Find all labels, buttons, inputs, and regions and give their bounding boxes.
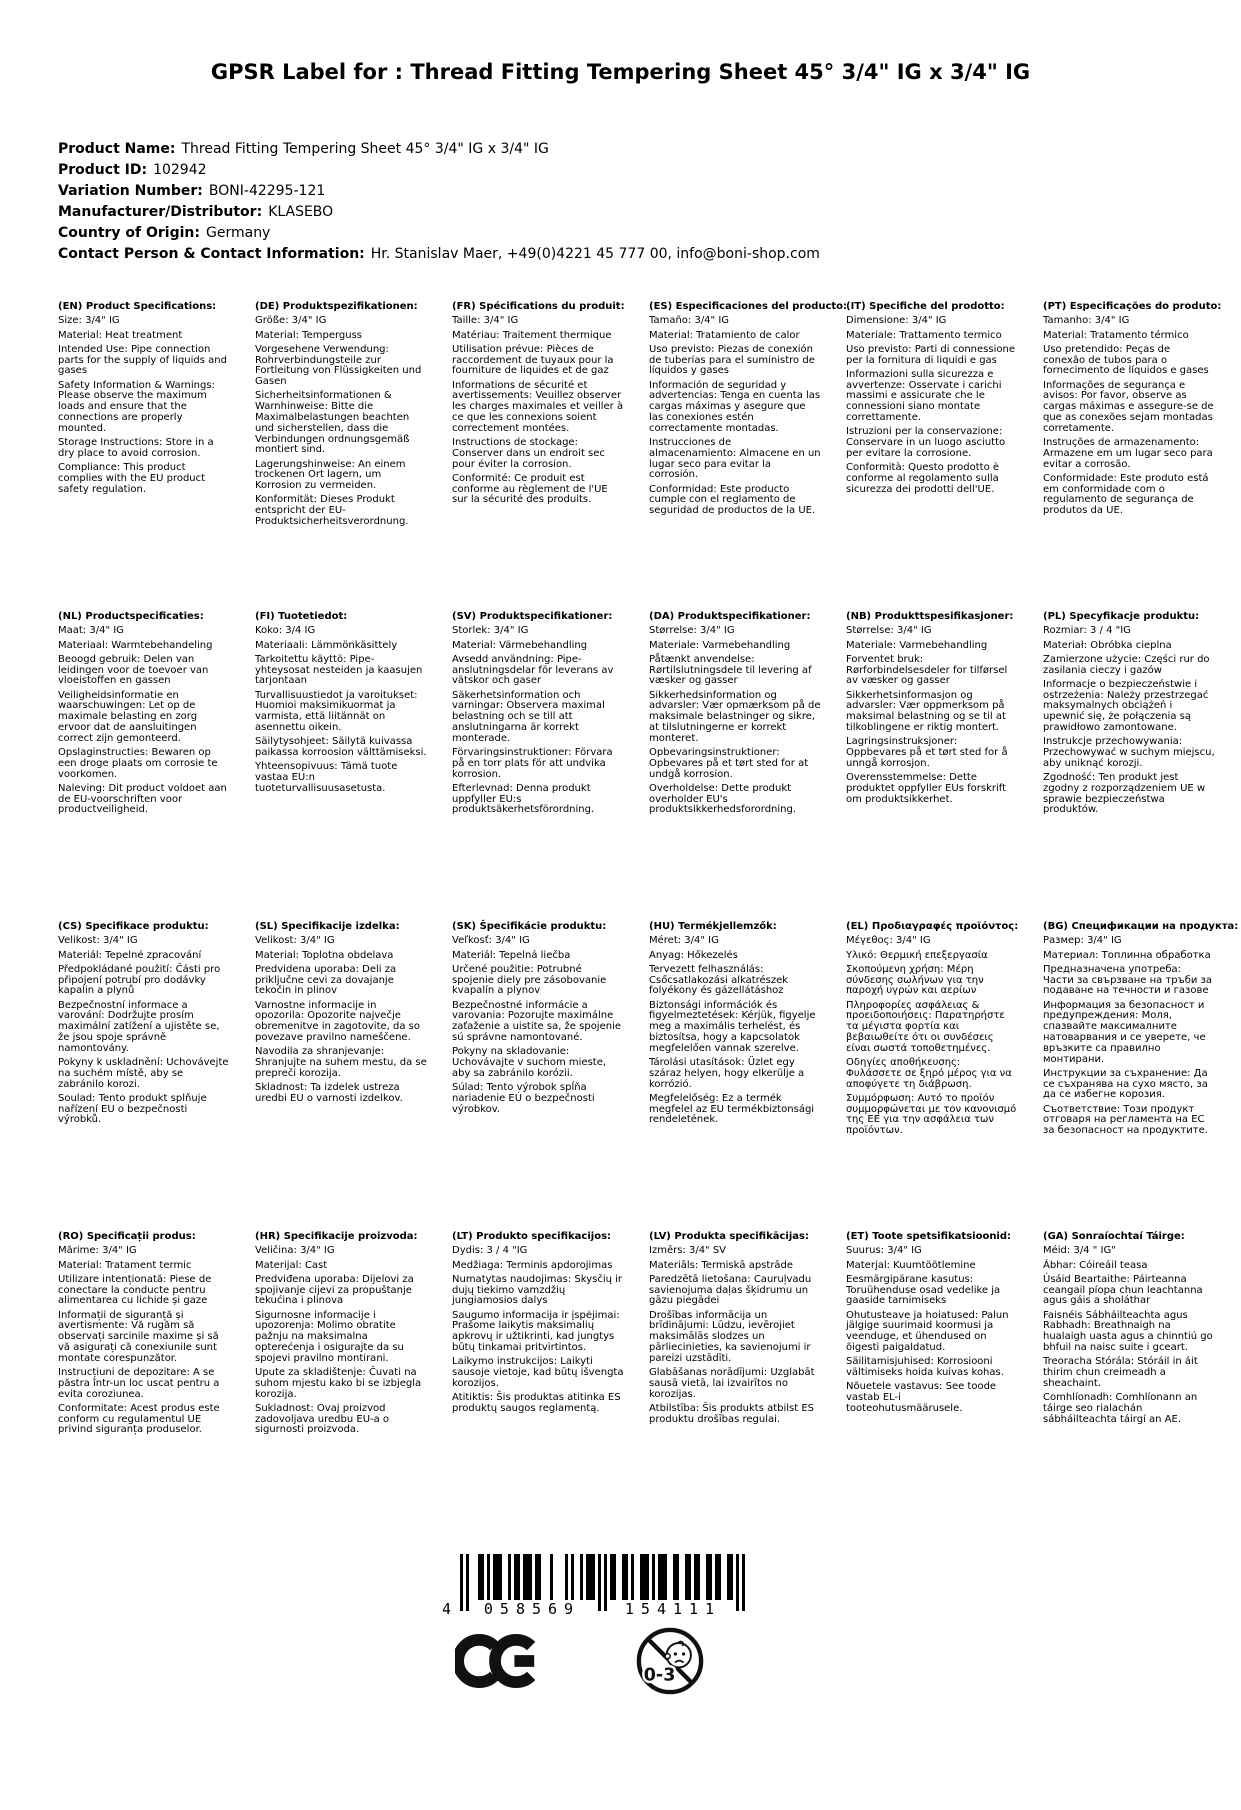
spec-item: Megfelelőség: Ez a termék megfelel az EU termékbiztonsági rendeletének. [649,1092,815,1126]
spec-item: Beoogd gebruik: Delen van leidingen voor de toevoer van vloeistoffen en gassen [58,653,209,687]
spec-item: Säilitamisjuhised: Korrosiooni vältimiseks hoida kuivas kohas. [846,1356,1004,1378]
spec-item: Pokyny na skladovanie: Uchovávajte v suchom mieste, aby sa zabránilo korózii. [452,1046,607,1079]
spec-header-sv: (SV) Produktspecifikationer: [452,611,613,622]
spec-item: Upute za skladištenje: Čuvati na suhom mjestu kako bi se izbjegla korozija. [255,1366,422,1400]
spec-block-es [649,301,846,611]
spec-item: Sigurnosne informacije i upozorenja: Molimo obratite pažnju na maksimalna opterećenja i osigurajte da su spojevi pravilno montirani. [255,1309,404,1364]
spec-item: Atitiktis: Šis produktas atitinka ES produktų saugos reglamentą. [452,1391,621,1414]
spec-header-fi: (FI) Tuotetiedot: [255,611,348,622]
spec-item: Materiaali: Lämmönkäsittely [255,639,398,651]
spec-block-ga [1043,1231,1240,1541]
spec-item: Velikost: 3/4" IG [255,935,335,947]
spec-item: Overholdelse: Dette produkt overholder EU's produktsikkerhedsforordning. [649,782,797,816]
spec-header-el: (EL) Προδιαγραφές προϊόντος: [846,921,1019,932]
spec-item: Zgodność: Ten produkt jest zgodny z rozporządzeniem UE w sprawie bezpieczeństwa produktów. [1043,771,1206,816]
spec-item: Materiale: Trattamento termico [846,329,1002,341]
product-info-label: Product ID: [58,162,148,178]
product-info-label: Manufacturer/Distributor: [58,204,263,220]
spec-item: Material: Tratamento térmico [1043,329,1189,341]
spec-item: Instrukcje przechowywania: Przechowywać w suchym miejscu, aby uniknąć korozji. [1043,736,1215,769]
spec-item: Velikost: 3/4" IG [58,935,138,947]
spec-item: Vorgesehene Verwendung: Rohrverbindungsteile zur Fortleitung von Flüssigkeiten und Gasen [255,343,422,388]
product-info-row [58,244,1241,265]
barcode-digits-left: 058569 [483,1600,581,1618]
spec-header-hu: (HU) Termékjellemzők: [649,921,777,932]
spec-header-ro: (RO) Specificații produs: [58,1231,196,1242]
spec-item: Predvidena uporaba: Deli za priključne cevi za dovajanje tekočin in plinov [255,963,397,997]
spec-header-sl: (SL) Specifikacije izdelka: [255,921,400,932]
spec-header-es: (ES) Especificaciones del producto: [649,301,848,312]
spec-item: Material: Temperguss [255,329,363,341]
spec-item: Saugumo informacija ir įspėjimai: Prašome laikytis maksimalių apkrovų ir užtikrinti, kad jungtys būtų tinkamai pritvirtintos. [452,1309,620,1353]
spec-item: Størrelse: 3/4" IG [649,625,735,637]
spec-block-da [649,611,846,921]
spec-item: Bezpečnostní informace a varování: Dodržujte prosím maximální zatížení a ujistěte se, že jsou spoje správně namontovány. [58,999,220,1054]
spec-item: Förvaringsinstruktioner: Förvara på en torr plats för att undvika korrosion. [452,746,613,780]
spec-block-sv [452,611,649,921]
spec-block-hr [255,1231,452,1541]
page-title: GPSR Label for : Thread Fitting Tempering Sheet 45° 3/4" IG x 3/4" IG [210,60,1031,84]
spec-item: Naleving: Dit product voldoet aan de EU-voorschriften voor productveiligheid. [58,782,227,816]
spec-item: Veličina: 3/4" IG [255,1245,335,1257]
spec-item: Veiligheidsinformatie en waarschuwingen: Let op de maximale belasting en zorg ervoor dat de aansluitingen correct zijn gemonteerd. [58,689,198,744]
spec-item: Dimensione: 3/4" IG [846,315,947,327]
spec-item: Tarkoitettu käyttö: Pipe-yhteysosat nesteiden ja kaasujen tarjontaan [255,653,423,687]
spec-item: Sikkerhetsinformasjon og advarsler: Vær oppmerksom på maksimal belastning og se til at tilkoblingene er riktig montert. [846,689,1006,733]
spec-item: Méid: 3/4 " IG" [1043,1245,1116,1257]
product-info-section [58,139,1241,265]
barcode-digits-right: 154111 [624,1600,722,1618]
spec-item: Safety Information & Warnings: Please observe the maximum loads and ensure that the connections are properly mounted. [58,379,215,434]
spec-item: Treoracha Stórála: Stóráil in áit thirim chun creimeadh a sheachaint. [1043,1356,1198,1389]
product-info-row [58,202,1241,223]
spec-item: Maat: 3/4" IG [58,625,124,637]
spec-item: Πληροφορίες ασφάλειας & προειδοποιήσεις: Παρατηρήστε τα μέγιστα φορτία και βεβαιωθείτε ότι οι συνδέσεις είναι σωστά τοποθετημένες. [846,999,1005,1054]
spec-header-bg: (BG) Спецификации на продукта: [1043,921,1239,932]
spec-header-pl: (PL) Specyfikacje produktu: [1043,611,1200,622]
spec-item: Informations de sécurité et avertissements: Veuillez observer les charges maximales et veiller à ce que les connexions soient correctement montées. [452,379,624,434]
spec-item: Предназначена употреба: Части за свързване на тръби за подаване на течности и газове [1043,963,1212,997]
spec-item: Matériau: Traitement thermique [452,329,612,341]
spec-item: Sikkerhedsinformation og advarsler: Vær opmærksom på de maksimale belastninger og sikre, at tilslutningerne er korrekt monteret. [649,689,821,744]
spec-item: Opslaginstructies: Bewaren op een droge plaats om corrosie te voorkomen. [58,746,218,780]
spec-item: Material: Tratamiento de calor [649,329,800,341]
spec-item: Efterlevnad: Denna produkt uppfyller EU:s produktsäkerhetsförordning. [452,782,595,816]
spec-item: Tamanho: 3/4" IG [1043,315,1130,327]
spec-item: Instrucțiuni de depozitare: A se păstra într-un loc uscat pentru a evita coroziunea. [58,1366,220,1400]
product-info-label: Product Name: [58,141,176,157]
spec-header-da: (DA) Produktspecifikationer: [649,611,811,622]
spec-item: Materjal: Kuumtöötlemine [846,1259,976,1271]
spec-item: Předpokládané použití: Části pro připojení potrubí pro dodávky kapalin a plynů [58,963,221,997]
spec-item: Atbilstība: Šis produkts atbilst ES produktu drošības regulai. [649,1402,815,1425]
spec-item: Taille: 3/4" IG [452,315,519,327]
spec-header-it: (IT) Specifiche del prodotto: [846,301,1005,312]
spec-block-nl [58,611,255,921]
spec-item: Informazioni sulla sicurezza e avvertenze: Osservate i carichi massimi e assicurate che le connessioni siano montate correttamente. [846,368,1002,423]
product-info-row [58,223,1241,244]
spec-item: Yhteensopivuus: Tämä tuote vastaa EU:n tuoteturvallisuusasetusta. [255,761,398,794]
spec-block-fi [255,611,452,921]
spec-item: Størrelse: 3/4" IG [846,625,932,637]
spec-item: Size: 3/4" IG [58,315,120,327]
spec-block-cs [58,921,255,1231]
spec-header-en: (EN) Product Specifications: [58,301,217,312]
spec-item: Sukladnost: Ovaj proizvod zadovoljava uredbu EU-a o sigurnosti proizvoda. [255,1402,390,1436]
spec-item: Οδηγίες αποθήκευσης: Φυλάσσετε σε ξηρό μέρος για να αποφύγετε τη διάβρωση. [846,1056,1012,1090]
spec-block-el [846,921,1043,1231]
spec-item: Μέγεθος: 3/4" IG [846,935,931,947]
spec-header-de: (DE) Produktspezifikationen: [255,301,418,312]
spec-item: Påtænkt anvendelse: Rørtilslutningsdele til levering af væsker og gasser [649,653,812,687]
spec-item: Paredzētā lietošana: Cauruļvadu savienojuma daļas šķidrumu un gāzu piegādei [649,1273,812,1307]
spec-item: Materiál: Tepelná liečba [452,949,571,961]
spec-item: Storage Instructions: Store in a dry place to avoid corrosion. [58,436,214,459]
spec-item: Konformität: Dieses Produkt entspricht der EU-Produktsicherheitsverordnung. [255,494,409,527]
spec-item: Bezpečnostné informácie a varovania: Pozorujte maximálne zaťaženie a uistite sa, že spojenie sú správne namontované. [452,999,622,1043]
spec-item: Uso previsto: Piezas de conexión de tuberías para el suministro de líquidos y gases [649,343,815,377]
spec-block-lv [649,1231,846,1541]
age-warning-0-3-icon [635,1626,705,1696]
spec-block-pl [1043,611,1240,921]
spec-block-hu [649,921,846,1231]
barcode-digit-first: 4 [442,1600,452,1618]
spec-header-cs: (CS) Specifikace produktu: [58,921,209,932]
spec-item: Sicherheitsinformationen & Warnhinweise: Bitte die Maximalbelastungen beachten und sicherstellen, dass die Verbindungen ordnungsgemäß montiert sind. [255,390,410,456]
spec-item: Uso previsto: Parti di connessione per la fornitura di liquidi e gas [846,343,1015,366]
spec-item: Conformità: Questo prodotto è conforme al regolamento sulla sicurezza dei prodotti dell'UE. [846,461,1000,495]
spec-item: Utilizare intenționată: Piese de conectare la conducte pentru alimentarea cu lichide și gaze [58,1273,212,1307]
spec-block-pt [1043,301,1240,611]
spec-item: Material: Värmebehandling [452,639,588,651]
spec-item: Dydis: 3 / 4 "IG [452,1245,528,1257]
spec-item: Opbevaringsinstruktioner: Opbevares på et tørt sted for at undgå korrosion. [649,746,809,780]
spec-item: Veľkosť: 3/4" IG [452,935,530,947]
spec-item: Material: Heat treatment [58,329,183,341]
spec-header-ga: (GA) Sonraíochtaí Táirge: [1043,1231,1185,1242]
product-info-value: 102942 [153,162,207,178]
spec-block-it [846,301,1043,611]
product-info-label: Country of Origin: [58,225,200,241]
spec-item: Navodila za shranjevanje: Shranjujte na suhem mestu, da se prepreči korozija. [255,1046,427,1079]
product-info-row [58,160,1241,181]
spec-item: Größe: 3/4" IG [255,315,327,327]
spec-item: Información de seguridad y advertencias: Tenga en cuenta las cargas máximas y asegure que las conexiones estén correctamente montadas. [649,379,821,434]
spec-item: Materijal: Cast [255,1259,328,1271]
ce-mark-icon [455,1632,545,1690]
spec-item: Lagerungshinweise: An einem trockenen Ort lagern, um Korrosion zu vermeiden. [255,458,406,492]
spec-item: Υλικό: Θερμική επεξεργασία [846,949,988,961]
spec-item: Faisnéis Sábháilteachta agus Rabhadh: Breathnaigh na hualaigh uasta agus a chinntiú go bhfuil na naisc suite i gceart. [1043,1309,1213,1353]
spec-item: Materiaal: Warmtebehandeling [58,639,213,651]
spec-item: Úsáid Beartaithe: Páirteanna ceangail píopa chun leachtanna agus gáis a sholáthar [1043,1273,1203,1307]
spec-item: Συμμόρφωση: Αυτό το προϊόν συμμορφώνεται με τον κανονισμό της ΕΕ για την ασφάλεια των προϊόντων. [846,1092,1017,1137]
spec-item: Материал: Топлинна обработка [1043,949,1211,961]
spec-header-et: (ET) Toote spetsifikatsioonid: [846,1231,1012,1242]
spec-item: Material: Toplotna obdelava [255,949,394,961]
product-info-row [58,139,1241,160]
spec-block-et [846,1231,1043,1541]
spec-item: Uso pretendido: Peças de conexão de tubos para o fornecimento de líquidos e gases [1043,343,1209,377]
conformity-marks-row [455,1626,1241,1696]
spec-item: Materiál: Tepelné zpracování [58,949,202,961]
spec-block-sk [452,921,649,1231]
product-info-value: Germany [206,225,271,241]
spec-item: Tárolási utasítások: Üzlet egy száraz helyen, hogy elkerülje a korrózió. [649,1056,805,1090]
spec-item: Súlad: Tento výrobok spĺňa nariadenie EÚ o bezpečnosti výrobkov. [452,1081,595,1115]
spec-item: Predviđena uporaba: Dijelovi za spojivanje cijevi za propuštanje tekućina i plinova [255,1273,414,1307]
spec-item: Съответствие: Този продукт отговаря на регламента на ЕС за безопасност на продуктите. [1043,1103,1208,1137]
spec-header-nb: (NB) Produkttspesifikasjoner: [846,611,1014,622]
spec-item: Conformité: Ce produit est conforme au règlement de l'UE sur la sécurité des produits. [452,472,608,506]
spec-item: Materiał: Obróbka cieplna [1043,639,1172,651]
spec-item: Säilytysohjeet: Säilytä kuivassa paikassa korroosion välttämiseksi. [255,736,427,758]
spec-item: Compliance: This product complies with the EU product safety regulation. [58,461,206,495]
spec-item: Informacje o bezpieczeństwie i ostrzeżenia: Należy przestrzegać maksymalnych obciążeń i upewnić się, że połączenia są prawidłowo zamontowane. [1043,678,1209,733]
spec-header-lv: (LV) Produkta specifikācijas: [649,1231,809,1242]
product-info-value: Hr. Stanislav Maer, +49(0)4221 45 777 00, info@boni-shop.com [370,246,820,262]
spec-item: Méret: 3/4" IG [649,935,719,947]
spec-item: Varnostne informacije in opozorila: Opozorite največje obremenitve in zagotovite, da so povezave pravilno nameščene. [255,999,420,1043]
spec-block-en [58,301,255,611]
spec-item: Instructions de stockage: Conserver dans un endroit sec pour éviter la corrosion. [452,436,605,470]
spec-item: Nõuetele vastavus: See toode vastab EL-i tooteohutusmäärusele. [846,1381,997,1414]
spec-item: Numatytas naudojimas: Skysčių ir dujų tiekimo vamzdžių jungiamosios dalys [452,1273,623,1307]
product-info-label: Contact Person & Contact Information: [58,246,365,262]
spec-item: Soulad: Tento produkt splňuje nařízení EU o bezpečnosti výrobků. [58,1092,207,1126]
spec-item: Material: Tratament termic [58,1259,192,1271]
spec-item: Určené použitie: Potrubné spojenie diely pre zásobovanie kvapalín a plynov [452,963,607,997]
spec-item: Turvallisuustiedot ja varoitukset: Huomioi maksimikuormat ja varmista, että liitännät on asennettu oikein. [255,689,418,733]
spec-item: Istruzioni per la conservazione: Conservare in un luogo asciutto per evitare la corrosione. [846,426,1006,459]
spec-block-bg [1043,921,1240,1231]
spec-item: Materiale: Varmebehandling [846,639,988,651]
label-marks-section [0,1554,1241,1696]
spec-item: Ohutusteave ja hoiatused: Palun jälgige suurimaid koormusi ja veenduge, et ühendused on õigesti paigaldatud. [846,1309,1009,1353]
spec-block-ro [58,1231,255,1541]
spec-block-lt [452,1231,649,1541]
spec-header-hr: (HR) Specifikacije proizvoda: [255,1231,418,1242]
spec-item: Suurus: 3/4" IG [846,1245,922,1257]
spec-item: Zamierzone użycie: Części rur do zasilania cieczy i gazów [1043,653,1210,676]
spec-item: Pokyny k uskladnění: Uchovávejte na suchém místě, aby se zabránilo korozi. [58,1056,229,1090]
spec-item: Instruções de armazenamento: Armazene em um lugar seco para evitar a corrosão. [1043,436,1213,470]
spec-block-sl [255,921,452,1231]
spec-grid [58,301,1241,1541]
spec-item: Säkerhetsinformation och varningar: Observera maximal belastning och se till att anslutningarna är korrekt monterade. [452,689,605,744]
spec-item: Avsedd användning: Pipe-anslutningsdelar för leverans av vätskor och gaser [452,653,614,687]
spec-header-fr: (FR) Spécifications du produit: [452,301,625,312]
spec-item: Ábhar: Cóireáil teasa [1043,1259,1148,1271]
spec-item: Размер: 3/4" IG [1043,935,1122,947]
spec-item: Comhlíonadh: Comhlíonann an táirge seo rialachán sábháilteachta táirgí an AE. [1043,1391,1198,1425]
spec-item: Tamaño: 3/4" IG [649,315,730,327]
product-info-value: Thread Fitting Tempering Sheet 45° 3/4" IG x 3/4" IG [181,141,549,157]
spec-item: Utilisation prévue: Pièces de raccordement de tuyaux pour la fourniture de liquides et de gaz [452,343,614,377]
spec-item: Информация за безопасност и предупреждения: Моля, спазвайте максималните натоварвания и се уверете, че връзките са правилно монтирани. [1043,999,1206,1065]
spec-item: Intended Use: Pipe connection parts for the supply of liquids and gases [58,343,227,377]
spec-item: Storlek: 3/4" IG [452,625,529,637]
spec-item: Lagringsinstruksjoner: Oppbevares på et tørt sted for å unngå korrosjon. [846,736,1008,769]
spec-item: Conformidad: Este producto cumple con el reglamento de seguridad de productos de la UE. [649,483,816,517]
spec-item: Glabāšanas norādījumi: Uzglabāt sausā vietā, lai izvairītos no korozijas. [649,1366,815,1400]
spec-item: Mărime: 3/4" IG [58,1245,137,1257]
spec-item: Biztonsági információk és figyelmeztetések: Kérjük, figyelje meg a maximális terhelést, és biztosítsa, hogy a kapcsolatok megfelelően vannak szerelve. [649,999,816,1054]
spec-item: Инструкции за съхранение: Да се съхранява на сухо място, за да се избегне корозия. [1043,1067,1208,1101]
product-info-label: Variation Number: [58,183,203,199]
ean13-barcode [442,1554,745,1617]
age-warning-text: 0-3 [643,1665,676,1686]
spec-item: Overensstemmelse: Dette produktet oppfyller EUs forskrift om produktsikkerhet. [846,771,1007,805]
product-info-value: BONI-42295-121 [208,183,326,199]
spec-item: Forventet bruk: Rørforbindelsesdeler for tilførsel av væsker og gasser [846,653,1008,687]
product-info-value: KLASEBO [268,204,334,220]
spec-item: Skladnost: Ta izdelek ustreza uredbi EU o varnosti izdelkov. [255,1081,403,1104]
spec-block-nb [846,611,1043,921]
spec-item: Drošības informācija un brīdinājumi: Lūdzu, ievērojiet maksimālās slodzes un pārliecinieties, ka savienojumi ir pareizi uzstādīti. [649,1309,811,1364]
spec-item: Materiāls: Termiskā apstrāde [649,1259,794,1271]
spec-item: Medžiaga: Terminis apdorojimas [452,1259,613,1271]
spec-header-pt: (PT) Especificações do produto: [1043,301,1222,312]
spec-item: Materiale: Varmebehandling [649,639,791,651]
spec-header-sk: (SK) Špecifikácie produktu: [452,921,607,932]
spec-block-de [255,301,452,611]
spec-item: Σκοπούμενη χρήση: Μέρη σύνδεσης σωλήνων για την παροχή υγρών και αερίων [846,963,984,997]
spec-item: Conformidade: Este produto está em conformidade com o regulamento de segurança de produtos da UE. [1043,472,1209,517]
spec-item: Izmērs: 3/4" SV [649,1245,727,1257]
spec-block-fr [452,301,649,611]
spec-item: Rozmiar: 3 / 4 "IG [1043,625,1131,637]
spec-item: Anyag: Hőkezelés [649,949,738,961]
gpsr-label-page [0,56,1241,1696]
spec-header-nl: (NL) Productspecificaties: [58,611,204,622]
spec-item: Informații de siguranță și avertismente: Vă rugăm să observați sarcinile maxime și să vă asigurați că conexiunile sunt montate corespunzător. [58,1309,219,1364]
spec-header-lt: (LT) Produkto specifikacijos: [452,1231,612,1242]
spec-item: Koko: 3/4 IG [255,625,316,637]
spec-item: Laikymo instrukcijos: Laikyti sausoje vietoje, kad būtų išvengta korozijos. [452,1356,624,1389]
spec-item: Tervezett felhasználás: Csőcsatlakozási alkatrészek folyékony és gázellátáshoz [649,963,789,997]
spec-item: Instrucciones de almacenamiento: Almacene en un lugar seco para evitar la corrosión. [649,436,821,481]
spec-item: Conformitate: Acest produs este conform cu regulamentul UE privind siguranța produselor. [58,1402,220,1436]
spec-item: Eesmärgipärane kasutus: Toruühenduse osad vedelike ja gaaside tarnimiseks [846,1273,1001,1307]
spec-item: Informações de segurança e avisos: Por favor, observe as cargas máximas e assegure-se de que as conexões sejam montadas corretamente. [1043,379,1214,434]
product-info-row [58,181,1241,202]
